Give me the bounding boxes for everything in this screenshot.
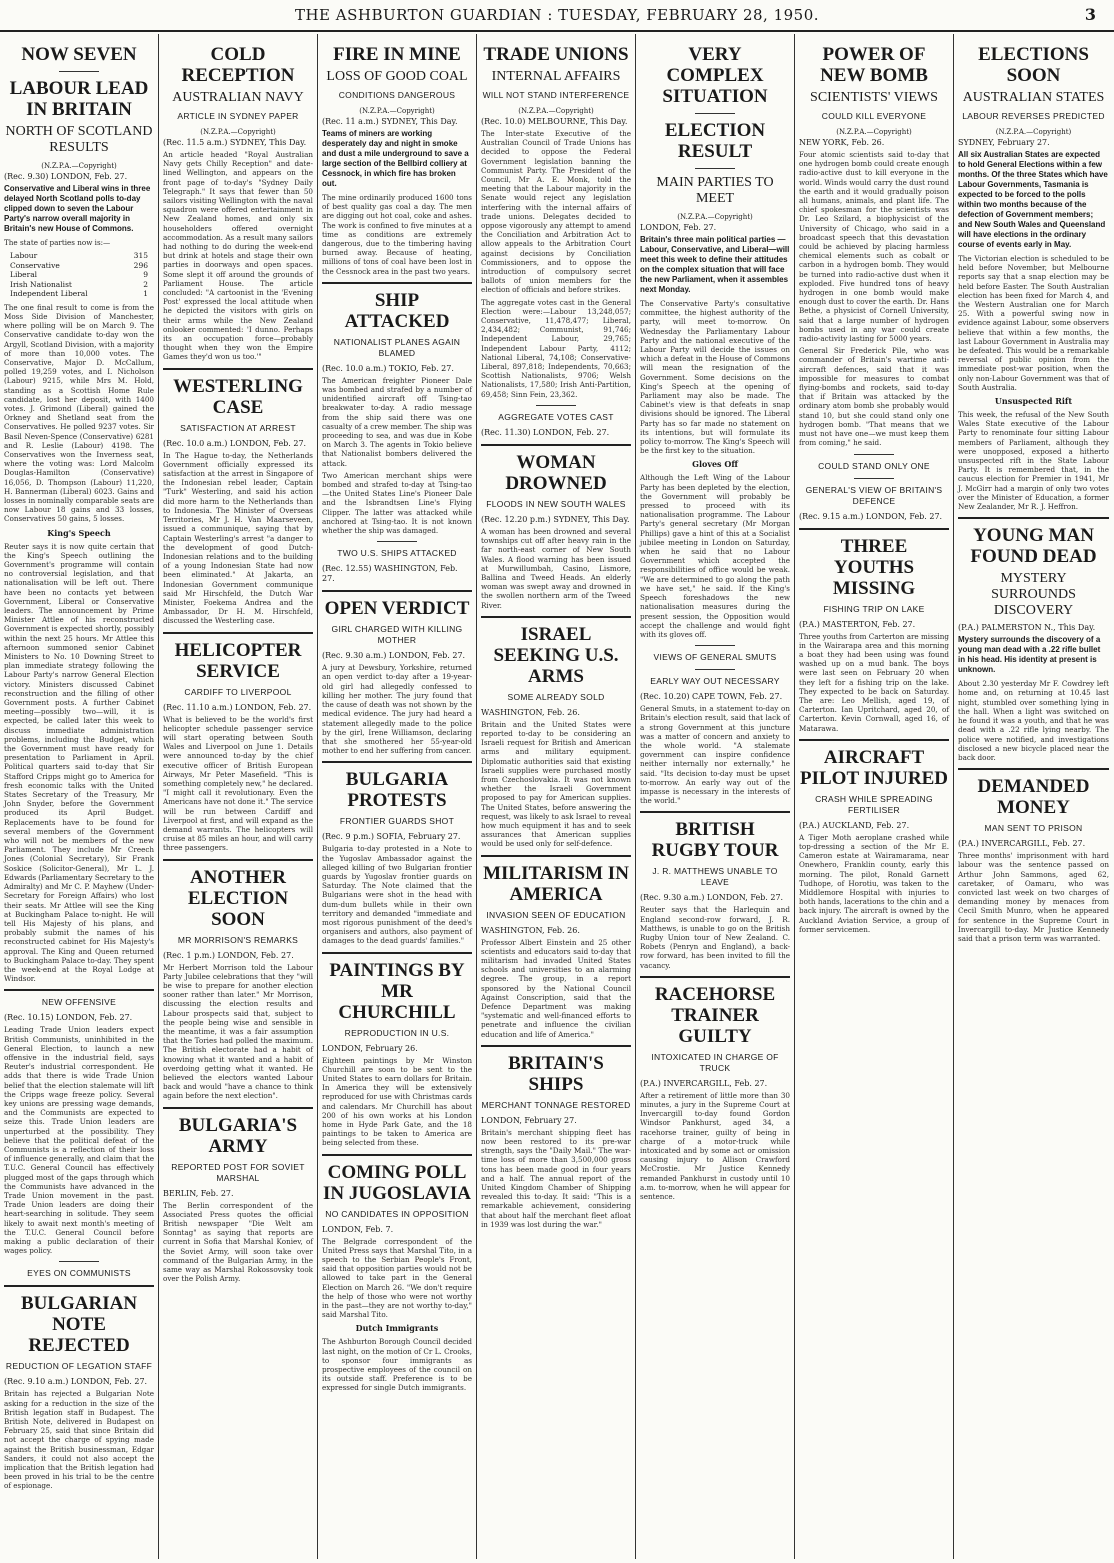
deck: LABOUR REVERSES PREDICTED xyxy=(962,111,1105,121)
deck: FRONTIER GUARDS SHOT xyxy=(339,816,455,827)
dateline: (P.A.) INVERCARGILL, Feb. 27. xyxy=(640,1078,768,1088)
dateline: (P.A.) PALMERSTON N., This Day. xyxy=(958,623,1096,633)
dateline: (Rec. 11.10 a.m.) LONDON, Feb. 27. xyxy=(163,702,312,712)
masthead xyxy=(0,0,1114,32)
article xyxy=(481,1053,631,1229)
body-text: After a retirement of little more than 30 minutes, a jury in the Supreme Court at Invercargill to-day found Gordon Windsor Pankhurst, aged 34, a racehorse trainer, guilty of being in charge of a motor-truck while intoxicated and by some act or omission causing injury to Allison Crawford McCrostie. Mr Justice Kennedy remanded Pankhurst in custody until 10 a.m. to-morrow, when he will appear for sentence. xyxy=(640,1090,790,1201)
deck: NEW OFFENSIVE xyxy=(41,997,117,1008)
article-separator xyxy=(958,517,1109,519)
article-separator xyxy=(322,282,472,284)
body-text: The one final result to come is from the Moss Side Division of Manchester, where polling will be on March 9. The Conservative candidate to-day won the Argyll, Scotland Division, with a majority of more than 10,000 votes. The Conservative, Major D. McCallum, polled 19,259 votes, and I. Nicholson (Labour) 9215, while Mrs M. Hold, standing as a Scottish Home Rule candidate, lost her deposit, with 1400 votes. J. Grimond (Liberal) gained the Orkney and Shetland seat from the Conservatives. He polled 9237 votes. Sir Basil Neven-Spence (Conservative) 6281 and R. Leslie (Labour) 4198. The Conservatives won the Inverness seat, where the voting was: Lord Malcolm Douglas-Hamilton (Conservative) 16,056, D. Thompson (Labour) 11,220, H. Bannerman (Liberal) 6023. Gains and losses in nominally comparable seats are now Labour 18 gains and 33 losses, Conservatives 50 gains, 5 losses. xyxy=(4,302,154,524)
dateline: (P.A.) INVERCARGILL, Feb. 27. xyxy=(958,839,1086,849)
article xyxy=(799,44,949,522)
deck: INVASION SEEN OF EDUCATION xyxy=(486,909,626,920)
body-text: Reuter says that the Harlequin and England second-row forward, J. R. Matthews, is unable to go on the British Rugby Union tour of New Zealand. C. Robets (Penryn and England), a back-row forward, has been invited to fill the vacancy. xyxy=(640,905,790,970)
newspaper-columns xyxy=(0,34,1114,1559)
article xyxy=(640,819,790,969)
headline: RACEHORSE TRAINER GUILTY xyxy=(654,983,776,1047)
seat-count: 315 xyxy=(133,251,148,261)
dateline: (P.A.) MASTERTON, Feb. 27. xyxy=(799,619,916,629)
dateline: WASHINGTON, Feb. 26. xyxy=(481,925,580,935)
deck: NO CANDIDATES IN OPPOSITION xyxy=(325,1208,469,1219)
dateline: (Rec. 10.0 a.m.) LONDON, Feb. 27. xyxy=(163,438,307,448)
body-text: About 2.30 yesterday Mr F. Cowdrey left home and, on returning at 10.45 last night, stumbled over something lying in the hall. When a light was switched on he found it was a youth, and that he was dead with a .22 rifle lying nearby. The police were notified, and investigations disclosed a new bicycle placed near the back door. xyxy=(958,679,1109,762)
dateline: (Rec. 12.55) WASHINGTON, Feb. 27. xyxy=(322,564,458,584)
seat-count: 2 xyxy=(143,279,148,289)
deck: GIRL CHARGED WITH KILLING MOTHER xyxy=(331,624,463,646)
article xyxy=(640,44,790,114)
body-text: What is believed to be the world's first helicopter schedule passenger service will start operating between South Wales and Liverpool on June 1. Details were announced to-day by the chief executive officer of British European Airways, Mr Peter Masefield. "This is something completely new," he declared. "I might call it revolutionary. Even the Americans have not done it." The service will be run between Cardiff and Liverpool at first, and will expand as the demand warrants. The helicopters will cruise at 85 miles an hour, and will carry three passengers. xyxy=(163,714,313,853)
dateline: (Rec. 9.15 a.m.) LONDON, Feb. 27. xyxy=(799,511,943,521)
headline: FIRE IN MINE xyxy=(333,44,461,65)
headline: WESTERLING CASE xyxy=(173,375,303,418)
headline: HELICOPTER SERVICE xyxy=(174,639,302,682)
section-subhead: King's Speech xyxy=(47,527,111,538)
article xyxy=(958,776,1109,943)
body-text: Eighteen paintings by Mr Winston Churchill are soon to be sent to the United States to earn dollars for Britain. In America they will be extensively reproduced for use with Christmas cards and calendars. Mr Churchill has about 200 of his own works at his London home in Hyde Park Gate, and the 18 paintings to be taken to America are being selected from these. xyxy=(322,1055,472,1148)
headline: COMING POLL IN JUGOSLAVIA xyxy=(323,1161,471,1204)
party-name: Labour xyxy=(10,251,38,261)
article xyxy=(958,44,1109,511)
dateline: (Rec. 12.20 p.m.) SYDNEY, This Day. xyxy=(481,514,630,524)
body-text: Britain and the United States were reported to-day to be considering an Israeli request for British and American arms and military equipment. Diplomatic authorities said that existing Israeli supplies were purchased mostly from Czechoslovakia. It was not known whether the Israeli Government proposed to pay for American supplies. The United States, before answering the request, was likely to ask Israel to reveal how much equipment it has and to seek assurances that American supplies would be used only for self-defence. xyxy=(481,719,631,849)
headline: VERY COMPLEX SITUATION xyxy=(662,44,768,107)
article xyxy=(322,290,472,584)
section-subhead: Unsuspected Rift xyxy=(994,396,1073,407)
party-name: Conservative xyxy=(10,260,60,270)
body-text: Leading Trade Union leaders expect British Communists, uninhibited in the General Election, to launch a new offensive in the industrial field, says Reuter's industrial correspondent. He adds that there is wide Trade Union belief that the election stalemate will lift the Cripps wage freeze policy. Several key unions are pressing wage demands, and the Communists are expected to seize this. Trade Union leaders are unperturbed at the possibility. They believe that the political defeat of the Communists is a reflection of their loss of influence generally, and claim that the T.U.C. General Council has effectively plugged most of the gaps through which the Communists have advanced in the Trade Union movement in the past. Trade Union leaders are doing their heart-searching in solitude. They seem likely to await next month's meeting of the T.U.C. General Council before making a public declaration of their wages policy. xyxy=(4,1025,154,1256)
divider-rule xyxy=(59,71,99,72)
dateline: (Rec. 9 p.m.) SOFIA, February 27. xyxy=(322,832,461,842)
deck: REPORTED POST FOR SOVIET MARSHAL xyxy=(171,1161,305,1183)
body-text: General Smuts, in a statement to-day on Britain's election result, said that lack of a strong Government at this juncture was a matter of concern and anxiety to the whole world. "A stalemate government can inspire confidence neither internally nor externally," he said. "Its decision to-day must be upset to-morrow. An early way out of the impasse is necessary in the interests of the world." xyxy=(640,704,790,806)
seat-count: 9 xyxy=(143,270,148,280)
lead-paragraph: Mystery surrounds the discovery of a young man dead with a .22 rifle bullet in his head. His identity at present is unknown. xyxy=(958,635,1101,675)
headline: ANOTHER ELECTION SOON xyxy=(187,866,289,930)
article xyxy=(799,536,949,733)
copyright-line: (N.Z.P.A.—Copyright) xyxy=(677,213,753,221)
article-separator xyxy=(958,768,1109,770)
dateline: LONDON, Feb. 27. xyxy=(640,223,717,232)
table-row xyxy=(10,261,148,271)
article-separator xyxy=(322,1154,472,1156)
headline: ELECTION RESULT xyxy=(664,120,766,162)
body-text: The American freighter Pioneer Dale was bombed and strafed by a number of unidentified aircraft off Tsing-tao breakwater to-day. A radio message from the ship said there was one casualty of a crew member. The ship was proceeding to sea, and was due in Kobe on March 3. The agents in Tokio believe that Nationalist bombers delivered the attack. xyxy=(322,375,472,468)
subheadline: AUSTRALIAN STATES xyxy=(962,90,1105,105)
article xyxy=(481,44,631,438)
article-separator xyxy=(163,859,313,861)
body-text: General Sir Frederick Pile, who was commander of Britain's wartime anti-aircraft defences, said that it was impossible for measures to combat flying-bombs and rockets, said to-day that if Britain was attacked by the ordinary atom bomb she probably would stand 10, but she could stand only one hydrogen bomb. "That means that we must not have one—we must keep them from coming," he said. xyxy=(799,346,949,448)
party-name: Independent Liberal xyxy=(10,289,88,299)
headline: LABOUR LEAD IN BRITAIN xyxy=(9,78,149,120)
body-text: The Inter-state Executive of the Australian Council of Trade Unions has decided to oppose the Federal Government legislation banning the Communist Party. The President of the Council, Mr A. E. Monk, told the meeting that the Labour majority in the Senate would reject any legislation interfering with the internal affairs of trade unions. Delegates decided to oppose vigorously any attempt to amend the Conciliation and Arbitration Act to allow appeals to the Arbitration Court against decisions by Conciliation Commissioners, and to oppose the introduction of compulsory secret ballots of union members for the election of officials and before strikes. xyxy=(481,129,631,295)
article xyxy=(322,598,472,755)
article xyxy=(163,867,313,1101)
body-text: Three months' imprisonment with hard labour was the sentence passed on Arthur John Sammons, aged 62, caretaker, of Oamaru, who was convicted last week on two charges of demanding money by menaces from Cecil Smith Munro, when he appeared for sentence in the Supreme Court in Invercargill to-day. Mr Justice Kennedy said that a prison term was warranted. xyxy=(958,851,1109,943)
seat-count: 1 xyxy=(143,289,148,299)
deck: WILL NOT STAND INTERFERENCE xyxy=(482,90,630,100)
dateline: (Rec. 9.30 a.m.) LONDON, Feb. 27. xyxy=(640,893,784,903)
copyright-line: (N.Z.P.A.—Copyright) xyxy=(518,107,594,115)
deck: EARLY WAY OUT NECESSARY xyxy=(650,676,780,687)
divider-rule xyxy=(854,478,894,479)
article xyxy=(640,984,790,1201)
article-separator xyxy=(163,368,313,370)
column-5 xyxy=(636,34,795,1559)
dateline: BERLIN, Feb. 27. xyxy=(163,1188,234,1198)
article xyxy=(163,44,313,362)
dateline: (Rec. 9.30) LONDON, Feb. 27. xyxy=(4,172,128,181)
deck: MR MORRISON'S REMARKS xyxy=(177,934,299,945)
body-text: Although the Left Wing of the Labour Party has been depleted by the election, the Government will probably be pressed to proceed with its nationalisation programme. The Labour Party's general secretary (Mr Morgan Phillips) gave a hint of this at a Socialist jubilee meeting in London on Saturday, when he said that no Labour Government which accepted the responsibilities of office would be weak. "We are determined to go along the path we have set," he said. If the King's Speech foreshadows the new nationalisation measures during the present session, the Opposition would accept the challenge and would fight with its gloves off. xyxy=(640,473,790,639)
body-text: The Conservative Party's consultative committee, the highest authority of the party, will meet to-morrow. On Wednesday the Parliamentary Labour Party and the national executive of the Labour Party will decide the issues on which a defeat in the House of Commons will mean the resignation of the Government. Some decisions on the King's Speech at the opening of Parliament may also be made. The Cabinet's view is that defeats in snap divisions should be ignored. The Liberal Party has so far made no statement on its intentions, but will formulate its policy to-morrow. The King's Speech will be the first key to the situation. xyxy=(640,299,790,456)
body-text: Britain's merchant shipping fleet has now been restored to its pre-war strength, says the "Daily Mail." The war-time loss of more than 3,500,000 gross tons has been made good in four years and a half. The annual report of the United Kingdom Chamber of Shipping revealed this to-day. It said: "This is a remarkable achievement, considering that about half the merchant fleet afloat in 1939 was lost during the war." xyxy=(481,1127,631,1229)
deck: COULD KILL EVERYONE xyxy=(821,111,927,121)
article-separator xyxy=(481,444,631,446)
headline: OPEN VERDICT xyxy=(324,598,470,620)
newspaper-title: THE ASHBURTON GUARDIAN : TUESDAY, FEBRUARY 28, 1950. xyxy=(294,6,820,24)
table-row xyxy=(10,270,148,280)
article xyxy=(481,452,631,610)
copyright-line: (N.Z.P.A.—Copyright) xyxy=(836,128,912,136)
divider-rule xyxy=(59,1261,99,1262)
subheadline: SCIENTISTS' VIEWS xyxy=(810,90,938,105)
article-separator xyxy=(481,855,631,857)
table-intro: The state of parties now is:— xyxy=(4,238,111,247)
dateline: (Rec. 1 p.m.) LONDON, Feb. 27. xyxy=(163,950,294,960)
lead-paragraph: Teams of miners are working desperately day and night in smoke and dust a mile underground to save a large section of the Bellbird colliery at Cessnock, in which fire has broken out. xyxy=(322,129,469,188)
article xyxy=(163,640,313,853)
headline: AIRCRAFT PILOT INJURED xyxy=(800,746,948,789)
body-text: The aggregate votes cast in the General Election were:—Labour 13,248,057; Conservative, 11,478,477; Liberal, 2,434,482; Communist, 91,746; Independent Labour, 29,765; Independent Labour Party, 4112; National Liberal, 74,108; Conservative-Liberal, 897,818; Independents, 70,663; Scottish Nationalists, 9706; Welsh Nationalists, 17,580; Irish Anti-Partition, 69,458; Sinn Fein, 23,362. xyxy=(481,297,631,399)
article xyxy=(322,44,472,276)
body-text: The Belgrade correspondent of the United Press says that Marshal Tito, in a speech to the Serbian People's Front, said that opposition parties would not be allowed to take part in the General Election on March 26. "We don't require the help of those who were not worthy in the past—they are not worthy to-day," said Marshal Tito. xyxy=(322,1236,472,1320)
subheadline: LOSS OF GOOD COAL xyxy=(326,69,468,84)
lead-paragraph: Britain's three main political parties — Labour, Conservative, and Liberal—will meet this week to define their attitudes on the complex situation that will face the new Parliament, when it assembles next Monday. xyxy=(640,235,790,294)
dateline: NEW YORK, Feb. 26. xyxy=(799,138,885,147)
deck: CONDITIONS DANGEROUS xyxy=(338,90,456,100)
body-text: Britain has rejected a Bulgarian Note asking for a reduction in the size of the British legation staff in Budapest. The British Note, delivered in Budapest on February 25, said that since Britain did not accept the charge of spying made against the British businessman, Edgar Sanders, it could not also accept the implication that the British legation had been proved in his trial to be the centre of espionage. xyxy=(4,1389,154,1491)
body-text: A Tiger Moth aeroplane crashed while top-dressing a section of the Mr E. Cameron estate at Wairamarama, near Onewhero, Franklin county, early this morning. The pilot, Ronald Garnett Tudhope, of Horotiu, was taken to the Middlemore Hospital with injuries to both hands, lacerations to the chin and a back injury. The aircraft is owned by the Auckland Aviation Service, a group of former servicemen. xyxy=(799,832,949,934)
body-text: In The Hague to-day, the Netherlands Government officially expressed its satisfaction at the arrest in Singapore of the Indonesian rebel leader, Captain "Turk" Westerling, and said his action did more harm to the Netherlands than to Indonesia. The Minister of Overseas Territories, Mr J. H. Van Maarseveen, issued a communique, saying that by Captain Westerling's arrest "a danger to the development of good Dutch-Indonesian relations and to the building of a young Indonesian State had now been eliminated." At Jakarta, an Indonesian Government communique said Mr Hirschfeld, the Dutch War Minister, Foekema Andrea and the Ambassador, Dr H. M. Hirschfeld, discussed the Westerling case. xyxy=(163,450,313,626)
deck: CARDIFF TO LIVERPOOL xyxy=(184,686,292,697)
headline: PAINTINGS BY MR CHURCHILL xyxy=(329,959,465,1023)
body-text: The mine ordinarily produced 1600 tons of best quality gas coal a day. The men are digging out hot coal, coke and ashes. The work is confined to five minutes at a time as conditions are extremely dangerous, due to the timbering having burned away. Because of heating, millions of tons of coal have been lost in the Cessnock area in the past two years. xyxy=(322,193,472,276)
headline: MILITARISM IN AMERICA xyxy=(483,862,629,905)
deck: SATISFACTION AT ARREST xyxy=(180,422,296,433)
headline: TRADE UNIONS xyxy=(483,44,629,65)
deck: NATIONALIST PLANES AGAIN BLAMED xyxy=(333,336,461,358)
subheadline: NORTH OF SCOTLAND RESULTS xyxy=(5,124,153,155)
party-state-table xyxy=(10,251,148,299)
article xyxy=(481,863,631,1039)
article xyxy=(322,1162,472,1393)
deck: J. R. MATTHEWS UNABLE TO LEAVE xyxy=(652,866,778,888)
body-text: A jury at Dewsbury, Yorkshire, returned an open verdict to-day after a 19-year-old girl had allegedly confessed to killing her mother. The jury found that the cause of death was not shown by the medical evidence. The jury had heard a statement allegedly made to the police by the girl, Irene Williamson, declaring that she smothered her 55-year-old mother to end her suffering from cancer. xyxy=(322,663,472,756)
deck: FISHING TRIP ON LAKE xyxy=(823,603,925,614)
divider-rule xyxy=(377,541,417,542)
article xyxy=(163,376,313,626)
divider-rule xyxy=(536,405,576,406)
article-separator xyxy=(640,976,790,978)
dateline: (P.A.) AUCKLAND, Feb. 27. xyxy=(799,820,910,830)
article xyxy=(4,1293,154,1490)
dateline: LONDON, February 26. xyxy=(322,1043,418,1053)
column-2 xyxy=(159,34,318,1559)
copyright-line: (N.Z.P.A.—Copyright) xyxy=(359,107,435,115)
copyright-line: (N.Z.P.A.—Copyright) xyxy=(995,128,1072,136)
article xyxy=(322,769,472,945)
headline: BULGARIAN NOTE REJECTED xyxy=(20,1293,138,1357)
body-text: Mr Herbert Morrison told the Labour Party Jubilee celebrations that they "will be wise to prepare for another election sooner rather than later." Mr Morrison, discussing the election results and Labour prospects said that, subject to the people being wise and sensible in the meantime, it was a fair assumption that the Tories had polled the maximum. The British electorate had a habit of knowing what it wanted and a habit of overdoing getting what it wanted. He believed the electors wanted Labour back and would "have a chance to think again before the next election". xyxy=(163,962,313,1101)
deck: REPRODUCTION IN U.S. xyxy=(344,1027,450,1038)
party-name: Liberal xyxy=(10,270,38,280)
deck: REDUCTION OF LEGATION STAFF xyxy=(5,1361,153,1372)
headline: YOUNG MAN FOUND DEAD xyxy=(970,525,1097,568)
dateline: (Rec. 10.0 a.m.) TOKIO, Feb. 27. xyxy=(322,363,454,373)
headline: COLD RECEPTION xyxy=(181,44,295,86)
dateline: LONDON, February 27. xyxy=(481,1115,577,1125)
headline: THREE YOUTHS MISSING xyxy=(832,535,916,599)
article-separator xyxy=(640,811,790,813)
article xyxy=(640,120,790,169)
body-text: Reuter says it is now quite certain that the King's Speech outlining the Government's programme will contain no controversial legislation, and that nationalisation will be left out. There have been no contacts yet between Government, Liberal or Conservative leaders. The announcement by Prime Minister Attlee of his reconstructed Government is expected shortly, possibly within the next 25 hours. Mr Attlee this afternoon summoned senior Cabinet Ministers to No. 10 Downing Street to plan immediate strategy following the Labour Party's narrow General Election victory. Ministers discussed Cabinet reconstruction and the filling of other Government posts. A further Cabinet meeting—possibly two—will, it is expected, be called later this week to discuss immediate administration problems, including the Budget, which the Government must have ready for presentation to Parliament in April. Political quarters said to-day that Sir Stafford Cripps might go to America for fresh economic talks with the United States Secretary of the Treasury, Mr John Snyder, before the Government produced its April Budget. Replacements have to be found for several members of the Government who will not be members of the new Parliament. They include Mr Creech Jones (Colonial Secretary), Sir Frank Soskice (Solicitor-General), Mr L. J. Edwards (Parliamentary Secretary to the Admiralty) and Mr C. P. Mayhew (Under-Secretary for Foreign Affairs) who lost their seats. Mr Attlee will see the King at Buckingham Palace to-night. He will tell His Majesty of his plans, and probably submit the names of his reconstructed cabinet for His Majesty's approval. The King and Queen returned to Buckingham Palace to-day. They spent the week-end at the Royal Lodge at Windsor. xyxy=(4,541,154,984)
subheadline: INTERNAL AFFAIRS xyxy=(491,69,621,84)
dateline: (Rec. 9.30 a.m.) LONDON, Feb. 27. xyxy=(322,651,466,661)
article xyxy=(958,525,1109,762)
divider-rule xyxy=(695,168,735,169)
table-row xyxy=(10,251,148,261)
page-number: 3 xyxy=(1084,5,1096,24)
lead-paragraph: All six Australian States are expected to hold General Elections within a few months. Of the three States which have Labour Governments, Tasmania is expected to be forced to the polls within two months because of the defection of Government members; and New South Wales and Queensland will have elections in the ordinary course of events early in May. xyxy=(958,150,1108,249)
body-text: Two American merchant ships were bombed and strafed to-day at Tsing-tao—the United States Line's Pioneer Dale and the Isbrandtsen Line's Flying Clipper. The latter was attacked while anchored at Tsing-tao. It is not known whether the ship was damaged. xyxy=(322,470,472,536)
subheadline: MAIN PARTIES TO MEET xyxy=(656,175,774,206)
body-text: Bulgaria to-day protested in a Note to the Yugoslav Ambassador against the alleged killing of two Bulgarian frontier guards by Yugoslav frontier guards on Saturday. The Note claimed that the Bulgarians were shot in the head with dum-dum bullets while in their own territory and demanded "immediate and most rigorous punishment of the deed's organisers and authors, also payment of damages to the dead guards' families." xyxy=(322,844,472,946)
headline: BRITAIN'S SHIPS xyxy=(508,1052,604,1095)
headline: ISRAEL SEEKING U.S. ARMS xyxy=(493,623,619,687)
column-3 xyxy=(318,34,477,1559)
headline: BULGARIA'S ARMY xyxy=(178,1114,298,1157)
headline: POWER OF NEW BOMB xyxy=(820,44,928,86)
subheadline: AUSTRALIAN NAVY xyxy=(172,90,304,105)
subheadline: MYSTERY SURROUNDS DISCOVERY xyxy=(991,571,1076,619)
deck: TWO U.S. SHIPS ATTACKED xyxy=(337,548,457,559)
headline: BRITISH RUGBY TOUR xyxy=(651,819,779,862)
deck: CRASH WHILE SPREADING FERTILISER xyxy=(815,793,933,815)
table-row xyxy=(10,289,148,299)
divider-rule xyxy=(695,669,735,670)
body-text: A woman has been drowned and several townships cut off after heavy rain in the far north-east corner of New South Wales. A flood warning has been issued at Murwillumbah, Casino, Lismore, Ballina and Tweed Heads. An elderly woman was swept away and drowned in the swollen northern arm of the Tweed River. xyxy=(481,526,631,610)
dateline: (Rec. 11.5 a.m.) SYDNEY, This Day. xyxy=(163,138,307,147)
headline: DEMANDED MONEY xyxy=(977,776,1090,819)
article xyxy=(481,624,631,849)
article-separator xyxy=(163,632,313,634)
deck: MAN SENT TO PRISON xyxy=(984,823,1083,834)
dateline: (Rec. 9.10 a.m.) LONDON, Feb. 27. xyxy=(4,1377,148,1387)
headline: ELECTIONS SOON xyxy=(978,44,1089,86)
article-separator xyxy=(481,616,631,618)
column-4 xyxy=(477,34,636,1559)
body-text: Professor Albert Einstein and 25 other scientists and educators said to-day that militarism had invaded United States schools and universities to an alarming degree. The group, in a report sponsored by the National Council Against Conscription, said that the Defence Department was making "systematic and well-financed efforts to penetrate and influence the civilian education and life of America." xyxy=(481,937,631,1039)
article-separator xyxy=(4,1285,154,1287)
body-text: Four atomic scientists said to-day that one hydrogen bomb could create enough radio-active dust to kill everyone in the world. Winds would carry the dust round the earth and it would gradually poison all humans, animals, and plant life. The chief spokesman for the scientists was Dr. Leo Szilard, a biophysicist of the University of Chicago, who said in a broadcast speech that this devastation could be achieved by placing harmless chemical elements such as cobalt or carbon in a hydrogen bomb. They would be turned into radio-active dust when it exploded. Five hundred tons of heavy hydrogen in one bomb would make enough dust to cover the earth. Dr. Hans Bethe, a physicist of Cornell University, said that a large number of hydrogen bombs used in any war could create radio-activity lasting for 5000 years. xyxy=(799,150,949,344)
article-separator xyxy=(799,528,949,530)
deck: SOME ALREADY SOLD xyxy=(507,691,605,702)
dateline: (Rec. 10.0) MELBOURNE, This Day. xyxy=(481,117,628,126)
deck: INTOXICATED IN CHARGE OF TRUCK xyxy=(651,1051,779,1073)
lead-paragraph: Conservative and Liberal wins in three delayed North Scotland polls to-day clipped down to seven the Labour Party's narrow overall majority in Britain's new House of Commons. xyxy=(4,184,151,233)
article-separator xyxy=(163,1107,313,1109)
deck: COULD STAND ONLY ONE xyxy=(818,460,930,471)
article-separator xyxy=(322,761,472,763)
headline: NOW SEVEN xyxy=(21,44,137,65)
dateline: LONDON, Feb. 7. xyxy=(322,1224,394,1234)
article-separator xyxy=(322,590,472,592)
divider-rule xyxy=(695,645,735,646)
deck: VIEWS OF GENERAL SMUTS xyxy=(653,652,777,663)
article-separator xyxy=(481,1045,631,1047)
deck: ARTICLE IN SYDNEY PAPER xyxy=(177,111,299,121)
body-text: An article headed "Royal Australian Navy gets Chilly Reception" and date-lined Wellington, and appears on the front page of to-day's "Sydney Daily Telegraph." It says that fewer than 50 sailors visiting Wellington with the naval squadron were offered entertainment in New Zealand homes, and only six householders offered overnight accommodation. As a result many sailors had nothing to do during the week-end but drink at hotels and stage their own parties in doorways and open spaces. Some slept it off around the grounds of Parliament House. The article concluded: "A cartoonist in the 'Evening Post' expressed the local attitude when he depicted the visitors with girls on their arms while the New Zealand onlooker commented: 'I dunno. Perhaps its an occupation force—probably thought when they won the Empire Games they'd won us too.'" xyxy=(163,150,313,362)
body-text: The Berlin correspondent of the Associated Press quotes the official British newspaper "Die Welt am Sonntag" as saying that reports are current in Sofia that Marshal Koniev, of the Soviet Army, will soon take over command of the Bulgarian Army, in the same way as Marshal Rokossovsky took over the Polish Army. xyxy=(163,1200,313,1284)
divider-rule xyxy=(854,454,894,455)
deck: AGGREGATE VOTES CAST xyxy=(498,411,614,422)
section-subhead: Dutch Immigrants xyxy=(355,1323,439,1334)
dateline: WASHINGTON, Feb. 26. xyxy=(481,707,580,717)
article xyxy=(799,747,949,934)
dateline: (Rec. 11.30) LONDON, Feb. 27. xyxy=(481,427,610,437)
article-separator xyxy=(322,952,472,954)
seat-count: 296 xyxy=(133,260,148,270)
headline: WOMAN DROWNED xyxy=(505,451,607,494)
article xyxy=(322,960,472,1148)
deck: GENERAL'S VIEW OF BRITAIN'S DEFENCE xyxy=(805,484,943,506)
article xyxy=(4,44,154,72)
body-text: The Victorian election is scheduled to be held before November, but Melbourne reports say that a snap election may be held before Easter. The South Australian election has been fixed for March 4, and the Western Australian one for March 25. With a powerful swing now in evidence against Labour, some observers believe that within a few months, the last Labour Government in Australia may be defeated. This would be a remarkable reversal of public opinion from the immediate post-war position, when the only non-Labour Government was that of South Australia. xyxy=(958,254,1109,392)
column-1 xyxy=(0,34,159,1559)
deck: MERCHANT TONNAGE RESTORED xyxy=(481,1099,631,1110)
dateline: (Rec. 10.20) CAPE TOWN, Feb. 27. xyxy=(640,692,783,702)
column-6 xyxy=(795,34,954,1559)
dateline: SYDNEY, February 27. xyxy=(958,138,1050,147)
article xyxy=(640,175,790,805)
headline: BULGARIA PROTESTS xyxy=(345,769,449,812)
body-text: Three youths from Carterton are missing in the Wairarapa area and this morning a boat they had been using was found washed up on a mud bank. The boys were last seen on February 20 when they left for a fishing trip on the lake. They expected to be back on Saturday. The are: Leo Mellish, aged 19, of Carterton. Ian Upritchard, aged 20, of Carterton. Kevin Cornwall, aged 16, of Matarawa. xyxy=(799,631,949,733)
deck: EYES ON COMMUNISTS xyxy=(27,1268,131,1279)
copyright-line: (N.Z.P.A.—Copyright) xyxy=(200,128,276,136)
column-7 xyxy=(954,34,1113,1559)
article-separator xyxy=(799,739,949,741)
copyright-line: (N.Z.P.A.—Copyright) xyxy=(41,162,117,170)
headline: SHIP ATTACKED xyxy=(344,289,450,332)
body-text: The Ashburton Borough Council decided last night, on the motion of Cr L. Crooks, to sponsor four immigrants as prospective employees of the council on its outside staff. Preference is to be expressed for single Dutch immigrants. xyxy=(322,1337,472,1393)
section-subhead: Gloves Off xyxy=(692,459,738,470)
article xyxy=(4,997,154,1279)
article xyxy=(163,1115,313,1284)
deck: FLOODS IN NEW SOUTH WALES xyxy=(486,498,626,509)
divider-rule xyxy=(695,113,735,114)
body-text: This week, the refusal of the New South Wales State executive of the Labour Party to renominate four sitting Labour members of Parliament, although they were unopposed, exposed a hitherto unsuspected rift in the State Labour Party. It is remembered that, in the caucus election for Premier in 1941, Mr J. McGirr had a margin of only two votes over the Minister of Education, a former New Zealander, Mr R. J. Heffron. xyxy=(958,410,1109,512)
dateline: (Rec. 10.15) LONDON, Feb. 27. xyxy=(4,1013,133,1023)
article xyxy=(4,78,154,983)
table-row xyxy=(10,280,148,290)
dateline: (Rec. 11 a.m.) SYDNEY, This Day. xyxy=(322,117,458,126)
party-name: Irish Nationalist xyxy=(10,279,72,289)
article-separator xyxy=(4,989,154,991)
